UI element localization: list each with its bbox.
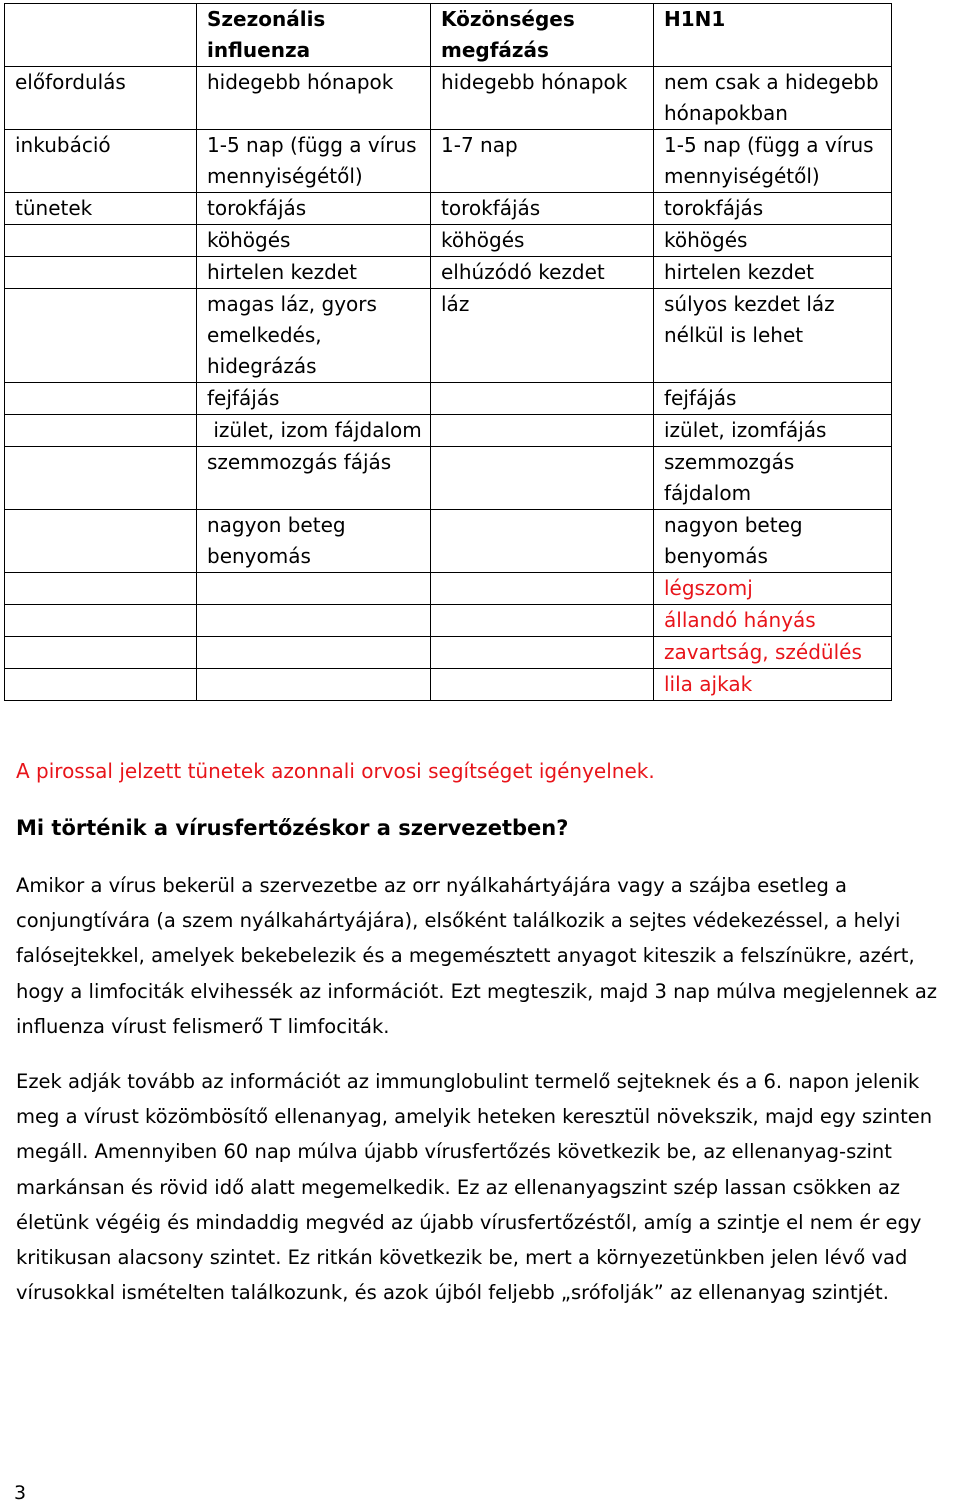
table-cell: 1-5 nap (függ a vírus mennyiségétől) — [197, 130, 431, 193]
table-cell: hirtelen kezdet — [197, 257, 431, 289]
warning-note: A pirossal jelzett tünetek azonnali orvosi segítséget igényelnek. — [16, 759, 655, 783]
table-cell — [431, 573, 654, 605]
header-cell-seasonal-flu: Szezonális influenza — [197, 4, 431, 67]
header-cell-common-cold: Közönséges megfázás — [431, 4, 654, 67]
table-cell — [5, 225, 197, 257]
table-cell-warning: lila ajkak — [654, 669, 892, 701]
table-cell — [5, 573, 197, 605]
table-cell: inkubáció — [5, 130, 197, 193]
table-cell: hidegebb hónapok — [431, 67, 654, 130]
table-cell: elhúzódó kezdet — [431, 257, 654, 289]
table-row — [5, 669, 892, 701]
table-cell-warning: légszomj — [654, 573, 892, 605]
table-row — [5, 130, 892, 193]
table-cell: nem csak a hidegebb hónapokban — [654, 67, 892, 130]
table-cell — [431, 447, 654, 510]
table-cell: torokfájás — [431, 193, 654, 225]
table-row — [5, 415, 892, 447]
table-cell — [5, 510, 197, 573]
table-cell: előfordulás — [5, 67, 197, 130]
table-cell — [5, 637, 197, 669]
table-cell: 1-7 nap — [431, 130, 654, 193]
table-cell: 1-5 nap (függ a vírus mennyiségétől) — [654, 130, 892, 193]
table-cell: fejfájás — [197, 383, 431, 415]
table-cell — [431, 669, 654, 701]
paragraph-1: Amikor a vírus bekerül a szervezetbe az orr nyálkahártyájára vagy a szájba esetleg a conjungtívára (a szem nyálkahártyájára), elsőként találkozik a sejtes védekezéssel, a helyi falósejtekkel, amelyek bekebelezik és a megemésztett anyagot kiteszik a felszínükre, azért, hogy a limfociták elvihessék az információt. Ezt megteszik, majd 3 nap múlva megjelennek az influenza vírust felismerő T limfociták. — [16, 874, 938, 1038]
table-row — [5, 447, 892, 510]
table-row — [5, 257, 892, 289]
page-number: 3 — [14, 1482, 27, 1504]
table-cell: izület, izomfájás — [654, 415, 892, 447]
table-row — [5, 510, 892, 573]
table-row — [5, 383, 892, 415]
table-cell: torokfájás — [197, 193, 431, 225]
table-cell: szemmozgás fájás — [197, 447, 431, 510]
table-cell — [197, 573, 431, 605]
paragraph-2: Ezek adják tovább az információt az immunglobulint termelő sejteknek és a 6. napon jelenik meg a vírust közömbösítő ellenanyag, amelyik heteken keresztül növekszik, majd egy szinten megáll. Amennyiben 60 nap múlva újabb vírusfertőzés következik be, az ellenanyag-szint markánsan és rövid idő alatt megemelkedik. Ez az ellenanyagszint szép lassan csökken az életünk végéig és mindaddig megvéd az újabb vírusfertőzéstől, amíg a szintje el nem ér egy kritikusan alacsony szintet. Ez ritkán következik be, mert a környezetünkben jelen lévő vad vírusokkal ismételten találkozunk, és azok újból feljebb „srófolják” az ellenanyag szintjét. — [16, 1070, 933, 1305]
table-cell: láz — [431, 289, 654, 383]
table-cell — [431, 605, 654, 637]
table-cell-warning: állandó hányás — [654, 605, 892, 637]
table-cell — [197, 605, 431, 637]
table-row — [5, 637, 892, 669]
table-cell — [431, 510, 654, 573]
header-cell-h1n1: H1N1 — [654, 4, 892, 67]
table-cell — [5, 669, 197, 701]
table-cell — [197, 637, 431, 669]
comparison-table — [4, 3, 892, 701]
table-row — [5, 573, 892, 605]
table-cell — [5, 415, 197, 447]
table-cell — [197, 669, 431, 701]
table-cell: szemmozgás fájdalom — [654, 447, 892, 510]
table-cell: fejfájás — [654, 383, 892, 415]
table-cell: izület, izom fájdalom — [197, 415, 431, 447]
table-cell: torokfájás — [654, 193, 892, 225]
header-cell-empty — [5, 4, 197, 67]
table-cell — [431, 415, 654, 447]
table-cell-warning: zavartság, szédülés — [654, 637, 892, 669]
table-row — [5, 193, 892, 225]
table-cell: tünetek — [5, 193, 197, 225]
table-cell: hirtelen kezdet — [654, 257, 892, 289]
table-cell: köhögés — [654, 225, 892, 257]
table-row — [5, 67, 892, 130]
table-cell — [5, 257, 197, 289]
table-cell: nagyon beteg benyomás — [197, 510, 431, 573]
table-header-row — [5, 4, 892, 67]
table-cell — [431, 637, 654, 669]
table-row — [5, 289, 892, 383]
table-cell — [5, 289, 197, 383]
table-cell: köhögés — [431, 225, 654, 257]
section-heading: Mi történik a vírusfertőzéskor a szervezetben? — [16, 816, 569, 840]
table-cell: köhögés — [197, 225, 431, 257]
table-cell: súlyos kezdet láz nélkül is lehet — [654, 289, 892, 383]
table-cell: nagyon beteg benyomás — [654, 510, 892, 573]
table-cell — [5, 447, 197, 510]
table-row — [5, 605, 892, 637]
table-cell — [5, 605, 197, 637]
table-cell — [431, 383, 654, 415]
table-cell — [5, 383, 197, 415]
table-cell: magas láz, gyors emelkedés, hidegrázás — [197, 289, 431, 383]
table-row — [5, 225, 892, 257]
table-cell: hidegebb hónapok — [197, 67, 431, 130]
